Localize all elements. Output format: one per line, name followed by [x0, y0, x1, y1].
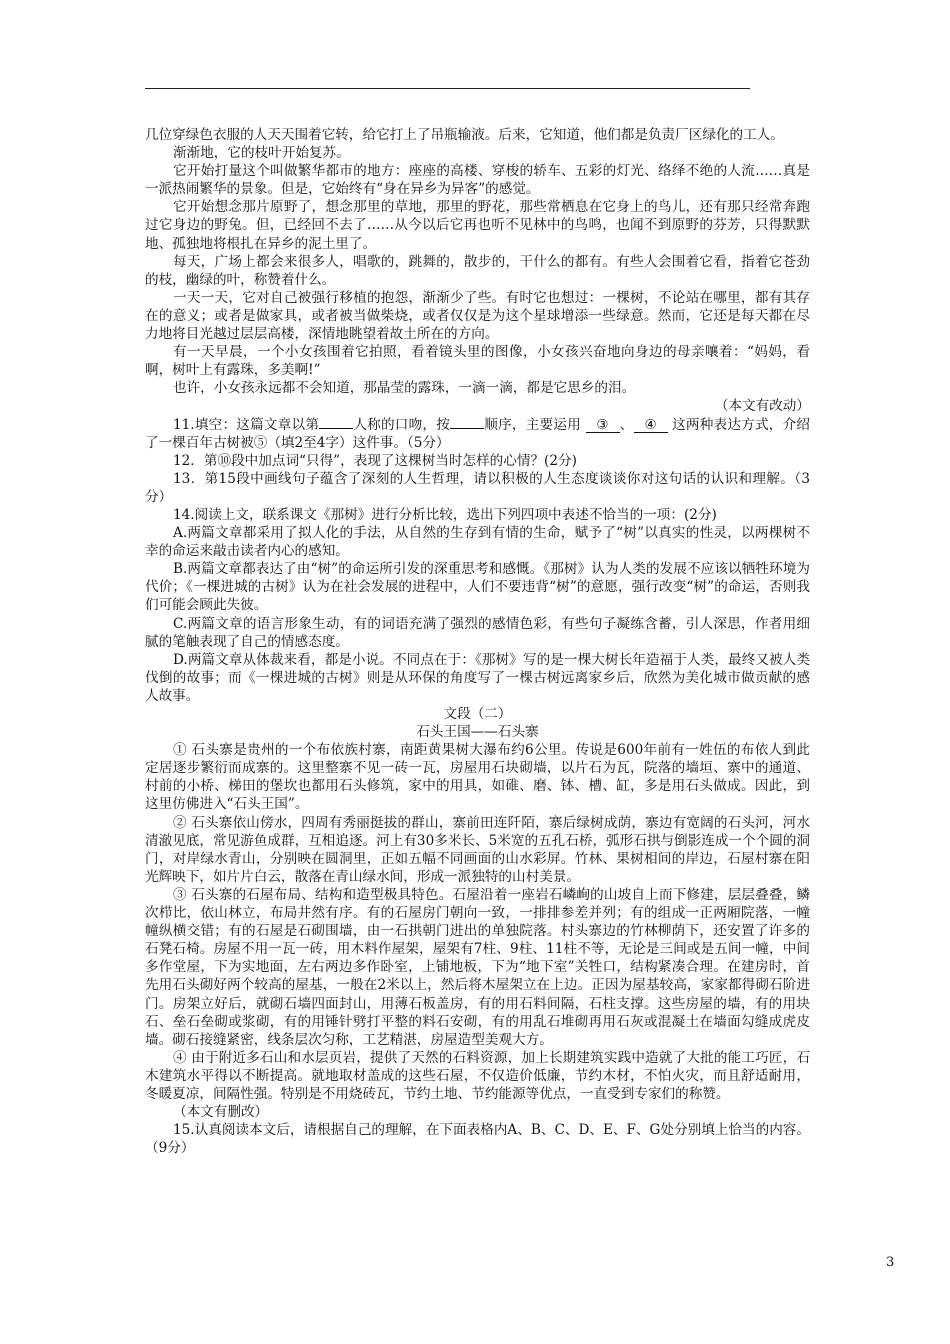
- story-paragraph: 一天一天，它对自己被强行移植的抱怨，渐渐少了些。有时它也想过：一棵树，不论站在哪里，都有其存在的意义；或者是做家具，或者被当做柴烧，或者仅仅是为这个星球增添一些绿意。然而，它还是每天都在尽力地将目光越过层层高楼，深情地眺望着故土所在的方向。: [145, 289, 810, 343]
- answer-blank[interactable]: [319, 416, 353, 429]
- question-text: 顺序，主要运用: [484, 416, 581, 433]
- question-14: 14.阅读上文，联系课文《那树》进行分析比较，选出下列四项中表述不恰当的一项：(2分): [173, 506, 717, 523]
- story-paragraph: 每天，广场上都会来很多人，唱歌的，跳舞的，散步的，干什么的都有。有些人会围着它看，指着它苍劲的枝，幽绿的叶，称赞着什么。: [145, 253, 810, 288]
- question-13: 13．第15段中画线句子蕴含了深刻的人生哲理，请以积极的人生态度谈谈你对这句话的认识和理解。（3分）: [145, 470, 810, 505]
- revision-note: （本文有删改）: [173, 1104, 269, 1121]
- option-a: A.两篇文章都采用了拟人化的手法，从自然的生存到有情的生命，赋予了“树”以真实的性灵，以两棵树不幸的命运来敲击读者内心的感知。: [145, 525, 810, 560]
- section-title: 石头王国——石头寨: [416, 724, 539, 741]
- option-c: C.两篇文章的语言形象生动，有的词语充满了强烈的感情色彩，有些句子凝练含蓄，引人深思，作者用细腻的笔触表现了自己的情感态度。: [145, 615, 810, 650]
- section-paragraph: ① 石头寨是贵州的一个布依族村寨，南距黄果树大瀑布约6公里。传说是600年前有一姓伍的布依人到此定居逐步繁衍而成寨的。这里整寨不见一砖一瓦，房屋用石块砌墙，以片石为瓦，院落的墙垣、寨中的通道、村前的小桥、梯田的堡坎也都用石头修筑，家中的用具，如碓、磨、钵、槽、缸，多是用石头做成。因此，到这里仿佛进入“石头王国”。: [145, 742, 810, 813]
- section-paragraph: ③ 石头寨的石屋布局、结构和造型极具特色。石屋沿着一座岩石嶙峋的山坡自上而下修建，层层叠叠，鳞次栉比，依山林立，布局井然有序。有的石屋房门朝向一致，一排排参差并列；有的组成一正两厢院落，一幢幢纵横交错；有的石屋是石砌围墙，由一石拱朝门进出的单独院落。村头寨边的竹林柳荫下，还安置了许多的石凳石椅。房屋不用一瓦一砖，用木料作屋架，屋架有7柱、9柱、11柱不等，无论是三间或是五间一幢，中间多作堂屋，下为实地面，左右两边多作卧室，上铺地板，下为“地下室”关牲口，结构紧凑合理。在建房时，首先用石头砌好两个较高的屋基，一般在2米以上，然后将木屋架立在上边。正因为屋基较高，家家都得砌石阶进门。房架立好后，就砌石墙四面封山，用薄石板盖房，有的用石料间隔，石柱支撑。这些房屋的墙，有的用块石、垒石垒砌或浆砌，有的用锤针劈打平整的料石安砌，有的用乱石堆砌再用石灰或混凝土在墙面勾缝成虎皮墙。砌石接缝紧密，线条层次匀称，工艺精湛，房屋造型美观大方。: [145, 886, 810, 1048]
- section-heading: 文段（二）: [443, 706, 512, 722]
- section-paragraph: ④ 由于附近多石山和水层页岩，提供了天然的石料资源，加上长期建筑实践中造就了大批的能工巧匠，石木建筑水平得以不断提高。就地取材盖成的这些石屋，不仅造价低廉，节约木材，不怕火灾，而且舒适耐用，冬暖夏凉，间隔性强。特别是不用烧砖瓦，节约土地、节约能源等优点，一直受到专家们的称赞。: [145, 1049, 810, 1102]
- document-body: [145, 126, 810, 1157]
- option-b: B.两篇文章都表达了由“树”的命运所引发的深重思考和感慨。《那树》认为人类的发展不应该以牺牲环境为代价；《一棵进城的古树》认为在社会发展的进程中，人们不要违背“树”的意愿，强行改变“树”的命运，否则我们可能会顾此失彼。: [145, 561, 810, 614]
- story-paragraph: 几位穿绿色衣服的人天天围着它转，给它打上了吊瓶输液。后来，它知道，他们都是负责厂区绿化的工人。: [145, 127, 784, 143]
- question-text: 11.填空：这篇文章以第: [173, 416, 320, 433]
- answer-blank[interactable]: [450, 416, 484, 429]
- revision-note: （本文有改动）: [714, 398, 810, 415]
- story-paragraph: 有一天早晨，一个小女孩围着它拍照，看着镜头里的图像，小女孩兴奋地向身边的母亲嚷着：“妈妈，看啊，树叶上有露珠，多美啊!”: [145, 344, 810, 379]
- question-text: 这两种表达方式，介绍了一棵百年古树被⑤（填2至4字）这件事。（5分）: [145, 416, 810, 451]
- section-paragraph: ② 石头寨依山傍水，四周有秀丽挺拔的群山，寨前田连阡陌，寨后绿树成荫，寨边有宽阔的石头河，河水清澈见底，常见游鱼成群，互相追逐。河上有30多米长、5米宽的五孔石桥，弧形石拱与倒影连成一个个圆的洞门，对岸绿水青山，分别映在圆洞里，正如五幅不同画面的山水彩屏。竹林、果树相间的岸边，石屋村寨在阳光辉映下，如片片白云，散落在青山绿水间，形成一派独特的山村美景。: [145, 814, 810, 885]
- question-text: 人称的口吻，按: [353, 416, 451, 433]
- answer-blank-3[interactable]: ③: [586, 418, 620, 433]
- question-11: 11.填空：这篇文章以第 人称的口吻，按 顺序，主要运用 ③ 、 ④ 这两种表达方式，介绍了一棵百年古树被⑤（填2至4字）这件事。（5分）: [145, 416, 810, 451]
- header-rule: [145, 88, 750, 89]
- question-15: 15.认真阅读本文后，请根据自己的理解，在下面表格内A、B、C、D、E、F、G处分别填上恰当的内容。（9分）: [145, 1122, 810, 1157]
- answer-blank-4[interactable]: ④: [634, 418, 668, 433]
- story-paragraph: 也许，小女孩永远都不会知道，那晶莹的露珠，一滴一滴，都是它思乡的泪。: [173, 380, 636, 397]
- story-paragraph: 渐渐地，它的枝叶开始复苏。: [173, 145, 350, 162]
- option-d: D.两篇文章从体裁来看，都是小说。不同点在于：《那树》写的是一棵大树长年造福于人类，最终又被人类伐倒的故事；而《一棵进城的古树》则是从环保的角度写了一棵古树远离家乡后，欣然为美化城市做贡献的感人故事。: [145, 651, 810, 704]
- page-number: 3: [886, 1255, 895, 1270]
- question-12: 12．第⑩段中加点词“只得”，表现了这棵树当时怎样的心情？(2分): [173, 452, 577, 469]
- story-paragraph: 它开始打量这个叫做繁华都市的地方：座座的高楼、穿梭的轿车、五彩的灯光、络绎不绝的人流……真是一派热闹繁华的景象。但是，它始终有“身在异乡为异客”的感觉。: [145, 163, 810, 198]
- story-paragraph: 它开始想念那片原野了，想念那里的草地，那里的野花，那些常栖息在它身上的鸟儿，还有那只经常奔跑过它身边的野兔。但，已经回不去了……从今以后它再也听不见林中的鸟鸣，也闻不到原野的芬芳，只得默默地、孤独地将根扎在异乡的泥土里了。: [145, 199, 810, 252]
